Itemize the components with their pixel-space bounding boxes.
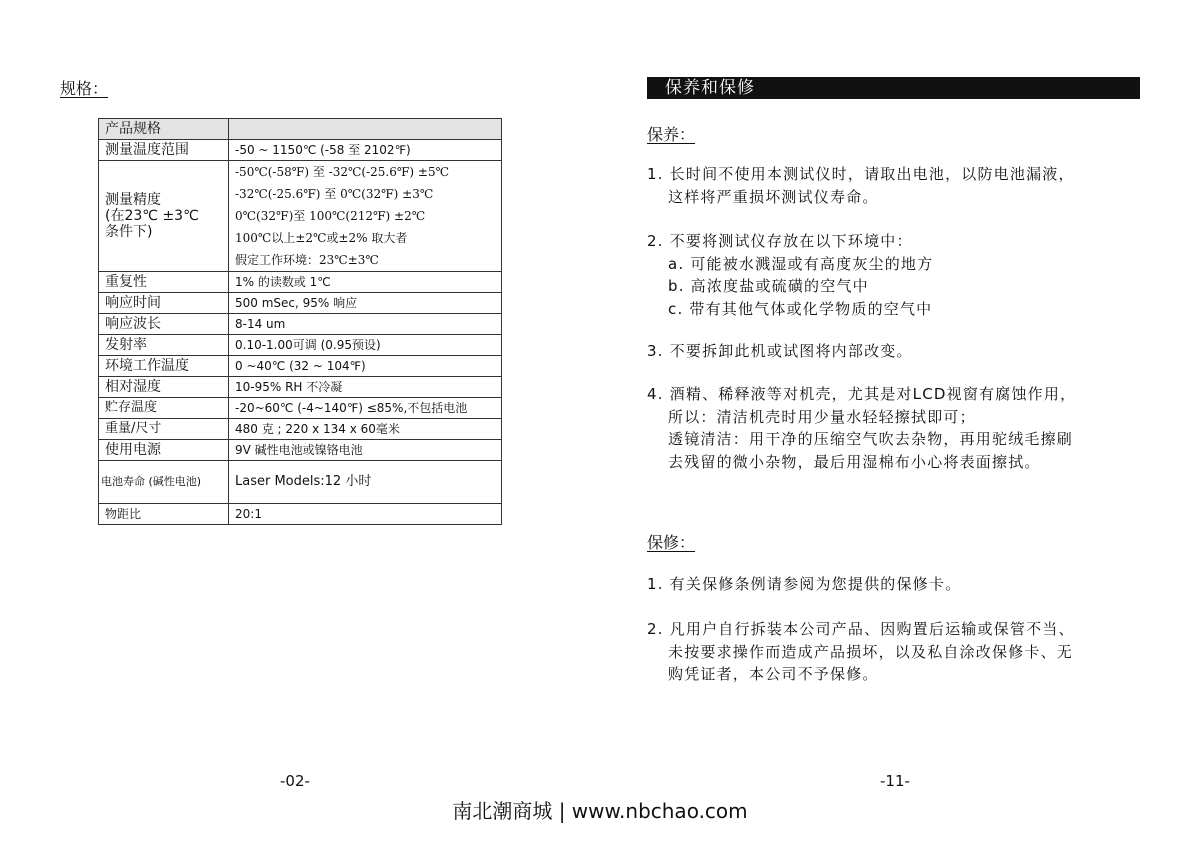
spec-key: 贮存温度: [99, 398, 229, 419]
table-row: [99, 461, 502, 504]
table-header-row: [99, 119, 502, 140]
spec-key-line: 条件下): [105, 224, 153, 240]
list-item-line: b. 高浓度盐或硫磺的空气中: [668, 277, 869, 295]
spec-key: 发射率: [99, 335, 229, 356]
list-item: [647, 573, 1147, 596]
list-item-line: 2. 凡用户自行拆装本公司产品、因购置后运输或保管不当、: [647, 620, 1075, 638]
page-number-left: -02-: [280, 772, 310, 790]
spec-value-line: 假定工作环境：23℃±3℃: [235, 253, 379, 267]
spec-key-line: 测量精度: [105, 192, 161, 208]
spec-value: 0.10-1.00可调 (0.95预设): [229, 335, 502, 356]
spec-value: -50 ~ 1150℃ (-58 至 2102℉): [229, 140, 502, 161]
spec-value: 480 克 ; 220 x 134 x 60毫米: [229, 419, 502, 440]
spec-value-line: -32℃(-25.6℉) 至 0℃(32℉) ±3℃: [235, 187, 434, 201]
spec-value: 9V 碱性电池或镍铬电池: [229, 440, 502, 461]
table-row: [99, 356, 502, 377]
table-header-cell: 产品规格: [99, 119, 229, 140]
list-item: [647, 618, 1147, 686]
spec-key: 电池寿命 (碱性电池): [99, 461, 229, 504]
list-item-line: 1. 长时间不使用本测试仪时，请取出电池，以防电池漏液，: [647, 165, 1075, 183]
spec-key: [99, 161, 229, 272]
spec-value-line: -50℃(-58℉) 至 -32℃(-25.6℉) ±5℃: [235, 165, 450, 179]
table-row: [99, 504, 502, 525]
spec-value: -20~60℃ (-4~140℉) ≤85%,不包括电池: [229, 398, 502, 419]
spec-key: 测量温度范围: [99, 140, 229, 161]
spec-key-line: (在23℃ ±3℃: [105, 208, 199, 224]
warranty-heading: 保修：: [647, 533, 696, 552]
list-item: [647, 163, 1147, 208]
spec-key: 重量/尺寸: [99, 419, 229, 440]
spec-key: 相对湿度: [99, 377, 229, 398]
list-item-line: 未按要求操作而造成产品损坏，以及私自涂改保修卡、无: [668, 642, 1074, 661]
list-item-line: 所以：清洁机壳时用少量水轻轻擦拭即可；: [668, 407, 976, 426]
list-item-line: 这样将严重损坏测试仪寿命。: [668, 187, 879, 206]
spec-value: 1% 的读数或 1℃: [229, 272, 502, 293]
table-row: [99, 335, 502, 356]
spec-value: 20:1: [229, 504, 502, 525]
list-item-line: a. 可能被水溅湿或有高度灰尘的地方: [668, 254, 934, 273]
spec-key: 环境工作温度: [99, 356, 229, 377]
table-row: [99, 140, 502, 161]
list-item-line: 3. 不要拆卸此机或试图将内部改变。: [647, 342, 913, 360]
maintenance-heading: 保养：: [647, 125, 696, 144]
specs-table: [98, 118, 502, 525]
spec-value: 10-95% RH 不冷凝: [229, 377, 502, 398]
table-row: [99, 272, 502, 293]
spec-key: 响应时间: [99, 293, 229, 314]
list-item-line: 购凭证者，本公司不予保修。: [668, 665, 879, 683]
table-header-cell: [229, 119, 502, 140]
page-number-right: -11-: [880, 772, 910, 790]
list-item-line: 去残留的微小杂物，最后用湿棉布小心将表面擦拭。: [668, 452, 1041, 471]
list-item: [647, 230, 1147, 320]
site-footer: 南北潮商城 | www.nbchao.com: [452, 799, 748, 823]
table-row: [99, 377, 502, 398]
spec-value: [229, 161, 502, 272]
table-row: [99, 419, 502, 440]
list-item-line: 透镜清洁：用干净的压缩空气吹去杂物，再用驼绒毛擦刷: [668, 430, 1074, 448]
list-item-line: 2. 不要将测试仪存放在以下环境中：: [647, 232, 913, 250]
list-item-line: 4. 酒精、稀释液等对机壳，尤其是对LCD视窗有腐蚀作用，: [647, 385, 1077, 403]
table-row: [99, 314, 502, 335]
spec-key: 响应波长: [99, 314, 229, 335]
table-row: [99, 398, 502, 419]
table-row: [99, 440, 502, 461]
list-item-line: 1. 有关保修条例请参阅为您提供的保修卡。: [647, 575, 962, 593]
spec-value: Laser Models:12 小时: [229, 461, 502, 504]
spec-key: 物距比: [99, 504, 229, 525]
section-banner: 保养和保修: [647, 77, 1140, 99]
spec-value: 500 mSec, 95% 响应: [229, 293, 502, 314]
spec-key: 使用电源: [99, 440, 229, 461]
spec-value-line: 100℃以上±2℃或±2% 取大者: [235, 231, 408, 245]
spec-value: 8-14 um: [229, 314, 502, 335]
list-item: [647, 340, 1147, 363]
spec-key: 重复性: [99, 272, 229, 293]
spec-value-line: 0℃(32℉)至 100℃(212℉) ±2℃: [235, 209, 426, 223]
table-row: [99, 293, 502, 314]
spec-value: 0 ~40℃ (32 ~ 104℉): [229, 356, 502, 377]
list-item: [647, 383, 1147, 473]
table-row: [99, 161, 502, 272]
specs-heading: 规格：: [60, 79, 109, 98]
list-item-line: c. 带有其他气体或化学物质的空气中: [668, 299, 933, 318]
